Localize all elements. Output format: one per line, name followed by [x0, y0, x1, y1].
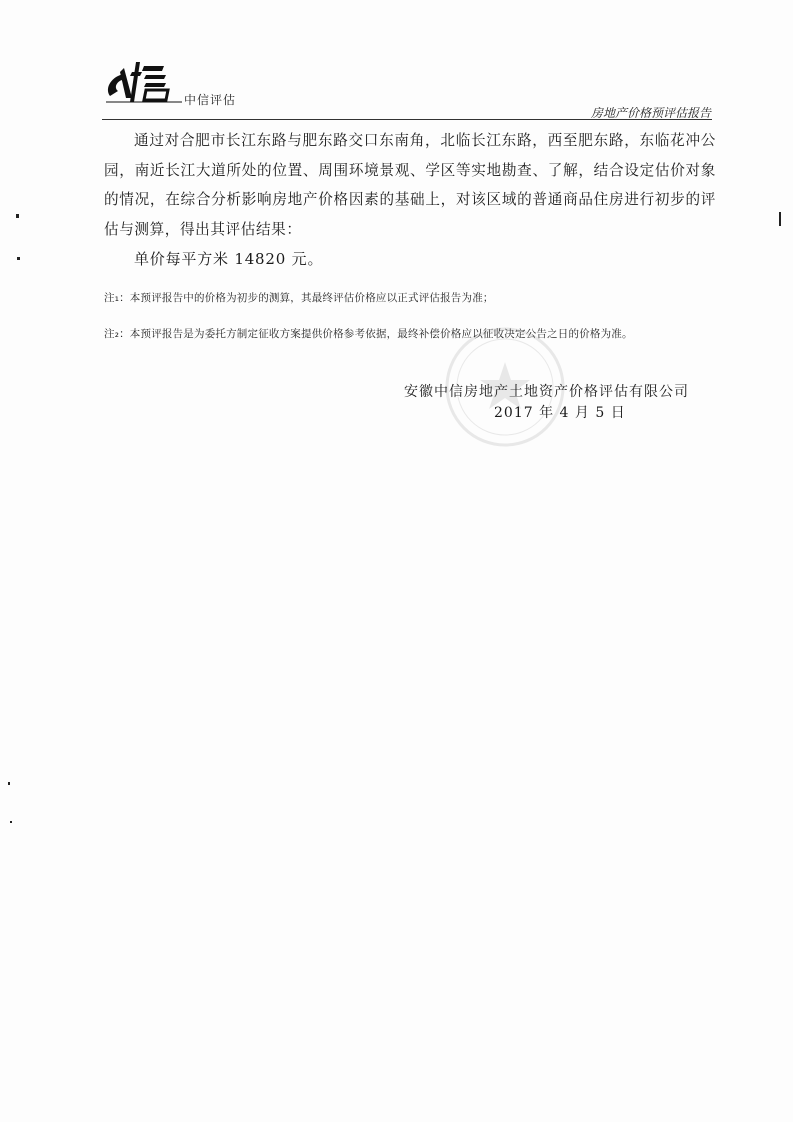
scan-speck	[16, 214, 19, 218]
report-title: 房地产价格预评估报告	[590, 106, 711, 120]
scan-speck	[8, 782, 10, 785]
valuation-paragraph: 通过对合肥市长江东路与肥东路交口东南角，北临长江东路，西至肥东路，东临花冲公园，南近长江大道所处的位置、周围环境景观、学区等实地勘查、了解，结合设定估价对象的情况，在综合分析影响房地产价格因素的基础上，对该区域的普通商品住房进行初步的评估与测算，得出其评估结果：	[104, 132, 716, 238]
report-date: 2017 年 4 月 5 日	[494, 405, 626, 421]
note-2: 注₂：本预评报告是为委托方制定征收方案提供价格参考依据，最终补偿价格应以征收决定公告之日的价格为准。	[104, 328, 633, 340]
unit-price-line: 单价每平方米 14820 元。	[134, 250, 324, 268]
logo-text: 中信评估	[184, 93, 237, 107]
scan-speck	[17, 257, 20, 260]
scan-speck	[779, 212, 781, 226]
company-name: 安徽中信房地产土地资产价格评估有限公司	[404, 384, 689, 400]
note-1: 注₁：本预评报告中的价格为初步的测算，其最终评估价格应以正式评估报告为准；	[104, 292, 494, 304]
scan-speck	[10, 821, 12, 823]
header-divider	[102, 119, 712, 120]
